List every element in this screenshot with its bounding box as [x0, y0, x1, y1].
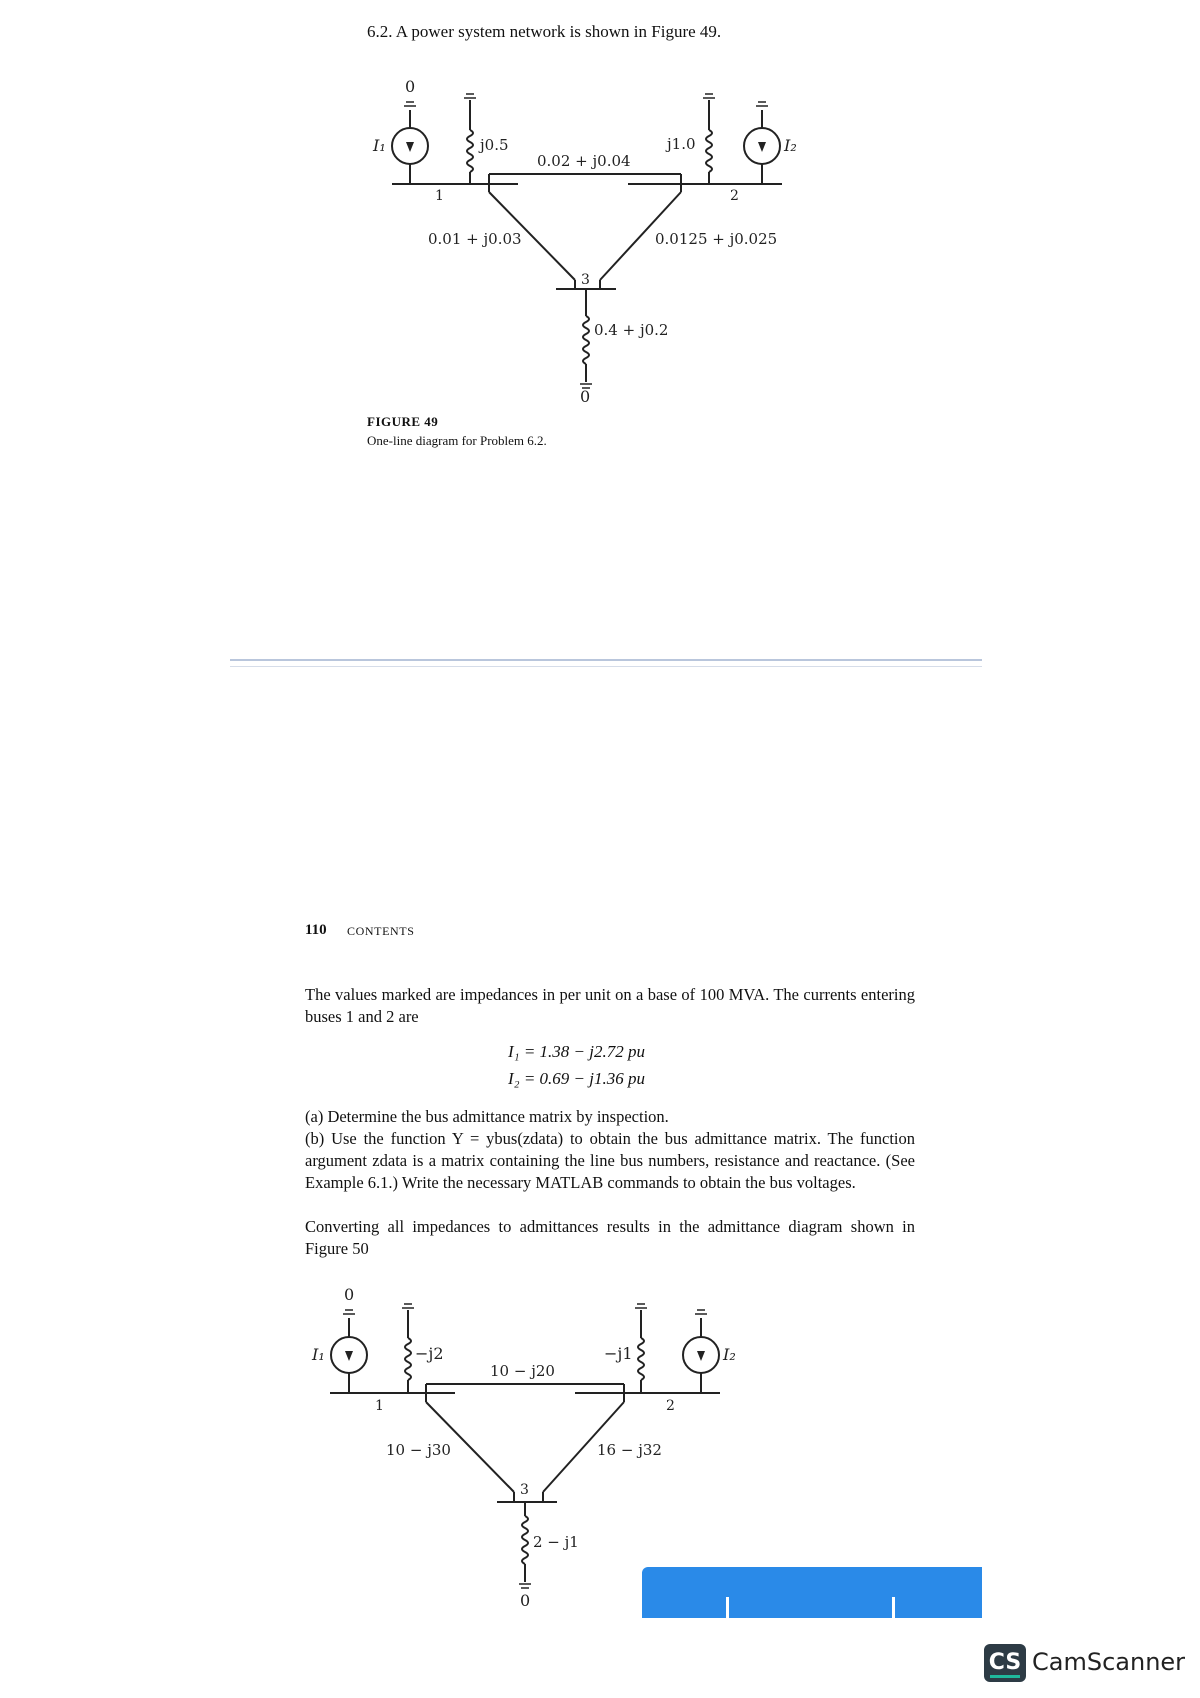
bus-2-label: 2 — [730, 188, 739, 204]
camscanner-watermark: CamScanner — [1032, 1648, 1186, 1676]
shunt-1-label: −j2 — [415, 1344, 444, 1363]
line-1-3-label: 0.01 + j0.03 — [428, 230, 522, 248]
arrow-down-icon — [697, 1351, 705, 1361]
shunt-2-label: −j1 — [604, 1344, 633, 1363]
camscanner-logo-icon: CS — [984, 1644, 1026, 1682]
ground-label-bottom: 0 — [520, 1591, 531, 1610]
arrow-down-icon — [345, 1351, 353, 1361]
paragraph-converting: Converting all impedances to admittances results in the admittance diagram shown in Figure 50 — [305, 1217, 915, 1258]
bus-1-label: 1 — [375, 1398, 384, 1414]
part-a: (a) Determine the bus admittance matrix by inspection. — [305, 1107, 669, 1126]
load-3-label: 0.4 + j0.2 — [594, 321, 669, 339]
ground-label-top: 0 — [344, 1285, 355, 1304]
line-2-3-label: 16 − j32 — [597, 1441, 662, 1459]
bus-2-label: 2 — [666, 1398, 675, 1414]
source-1-label: I₁ — [312, 1345, 325, 1364]
ground-label-top: 0 — [405, 77, 416, 96]
shunt-reactor-1 — [405, 1338, 411, 1380]
part-b: (b) Use the function Y = ybus(zdata) to obtain the bus admittance matrix. The function argument zdata is a matrix containing the line bus numbers, resistance and reactance. (See Example 6.1.) Write the necessary MATLAB commands to obtain the bus voltages. — [305, 1129, 915, 1192]
bus-1-label: 1 — [435, 188, 444, 204]
overlay-button[interactable] — [642, 1567, 982, 1618]
equation-i2: I₂ = 0.69 − j1.36 pu — [508, 1069, 645, 1088]
line-2-3-label: 0.0125 + j0.025 — [655, 230, 778, 248]
line-1-2-label: 0.02 + j0.04 — [537, 152, 631, 170]
figure-49-label: FIGURE 49 — [367, 414, 439, 429]
problem-title: 6.2. A power system network is shown in Figure 49. — [367, 22, 722, 41]
source-2-label: I₂ — [723, 1345, 736, 1364]
ground-label-bottom: 0 — [580, 387, 591, 406]
load-3-label: 2 − j1 — [533, 1533, 579, 1551]
overlay-mark — [726, 1597, 729, 1618]
source-2-label: I₂ — [784, 136, 797, 155]
equation-i1: I₁ = 1.38 − j2.72 pu — [508, 1042, 645, 1061]
figure-49-caption: One-line diagram for Problem 6.2. — [367, 433, 547, 448]
page-number: 110 — [305, 922, 327, 938]
paragraph-intro: The values marked are impedances in per unit on a base of 100 MVA. The currents entering buses 1 and 2 are — [305, 985, 915, 1026]
shunt-2-label: j1.0 — [667, 135, 696, 153]
running-header: CONTENTS — [347, 924, 415, 938]
load-admittance-3 — [522, 1516, 528, 1564]
bus-3-label: 3 — [520, 1482, 529, 1498]
overlay-mark — [892, 1597, 895, 1618]
line-1-2-label: 10 − j20 — [490, 1362, 555, 1380]
source-1-label: I₁ — [373, 136, 386, 155]
bus-3-label: 3 — [581, 272, 590, 288]
line-1-3-label: 10 − j30 — [386, 1441, 451, 1459]
shunt-1-label: j0.5 — [480, 136, 509, 154]
shunt-reactor-2 — [638, 1338, 644, 1380]
